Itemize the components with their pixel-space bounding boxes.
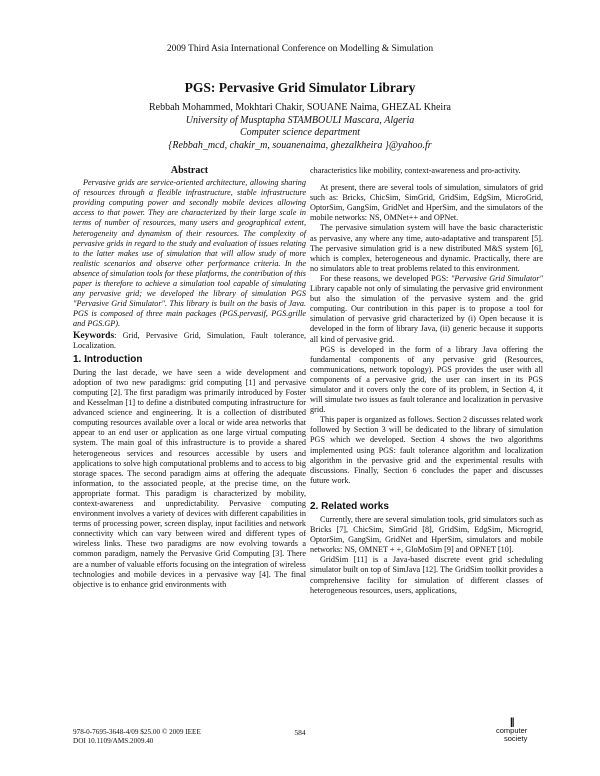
abstract-heading: Abstract (170, 165, 209, 176)
section-heading-related-works: 2. Related works (310, 500, 389, 512)
intro-text-part: Library capable not only of simulating the pervasive grid environment but also the simulation of the pervasive system and the grid computing. Our contribution in this paper is to propose a tool for simulation of pervasive grid characterized by (i) Open because it is developed in the form of library Java, (ii) generic because it supports all kind of pervasive grid. (310, 284, 543, 344)
left-column (73, 166, 306, 590)
author-emails: {Rebbah_mcd, chakir_m, souanenaima, ghezalkheira }@yahoo.fr (168, 139, 432, 151)
logo-word: computer (496, 726, 528, 735)
intro-paragraph: PGS is developed in the form of a library Java offering the fundamental components of any pervasive grid (Resources, communications, network topology). PGS provides the user with all components of a pervasive grid, the user can insert in its PGS simulator and it covers only the core of its problem, in Section 4, it will simulate two issues as fault tolerance and localization in pervasive grid. (310, 344, 543, 415)
keywords (73, 331, 306, 351)
paper-title: PGS: Pervasive Grid Simulator Library (184, 80, 416, 95)
intro-paragraph: During the last decade, we have seen a wide development and adoption of two new paradigms: grid computing [1] and pervasive computing [2]. The first paradigm was primarily introduced by Foster and Kesselman [1] to define a distributed computing infrastructure for advanced science and engineering. It is a collection of distributed computing resources available over a local or wide area networks that appear to an end user or application as one large virtual computing system. The main goal of this infrastructure is to provide a shared heterogeneous services and resources accessible by users and applications to solve high computational problems and to access to big storage spaces. The second paradigm aims at offering the adequate information, to the associated people, at the precise time, on the appropriate format. This paradigm is characterized by mobility, context-awareness and unpredictability. Pervasive computing environment involves a variety of devices with different capabilities in terms of processing power, screen display, input facilities and network connectivity which can vary between wired and different types of wireless links. These two paradigms are now evolving towards a common paradigm, namely the Pervasive Grid Computing [3]. There are a number of valuable efforts focusing on the integration of wireless technologies and mobile devices in a pervasive way [4]. The final objective is to enhance grid environments with (73, 367, 306, 589)
related-paragraph: GridSim [11] is a Java-based discrete event grid scheduling simulator built on top of SimJava [12]. The GridSim toolkit provides a comprehensive facility for simulation of different classes of heterogeneous resources, users, applications, (310, 555, 543, 595)
intro-paragraph: This paper is organized as follows. Section 2 discusses related work followed by Section 3 will be dedicated to the library of simulation PGS which we developed. Section 4 shows the two algorithms implemented using PGS: fault tolerance algorithm and localization algorithm in the pervasive grid and the experimental results with discussions. Finally, Section 6 concludes the paper and discusses future work. (310, 415, 543, 485)
abstract-text (73, 178, 306, 329)
footer-doi: DOI 10.1109/AMS.2009.40 (73, 737, 154, 745)
intro-paragraph (310, 274, 543, 345)
abstract-quoted: "Pervasive Grid Simulator" (73, 299, 165, 309)
intro-quoted: "Pervasive Grid Simulator" (450, 273, 543, 283)
author-names: Rebbah Mohammed, Mokhtari Chakir, SOUANE Naima, GHEZAL Kheira (149, 102, 451, 113)
department: Computer science department (240, 127, 360, 138)
intro-paragraph: At present, there are several tools of simulation, simulators of grid such as: Bricks, ChicSim, SimGrid, GridSim, EdgSim, MicroGrid, OptorSim, GangSim, GridNet and HperSim, and the simulators of the mobile networks: NS, OMNet++ and OPNet. (310, 183, 543, 223)
abstract-text-part: Pervasive grids are service-oriented architecture, allowing sharing of resources through a flexible infrastructure, stable infrastructure providing computing power and secondly mobile devices allowing access to that power. They are characterized by their large scale in terms of number of resources, many users and geographical extent, heterogeneity and dynamism of their resources. The complexity of pervasive grids in regard to the study and evaluation of issues relating to the latter makes use of simulation that will allow study of more realistic scenarios and observe other performance criteria. In the absence of simulation tools for these platforms, the contribution of this paper is therefore to achieve a simulation tool capable of simulating any pervasive grid; we developed the library of simulation PGS (73, 178, 306, 299)
intro-text-part: For these reasons, we developed PGS: (320, 273, 451, 283)
logo-word: society (504, 734, 528, 743)
affiliation: University of Musptapha STAMBOULI Mascara, Algeria (185, 114, 415, 126)
section-heading-introduction: 1. Introduction (73, 353, 143, 365)
footer-isbn: 978-0-7695-3648-4/09 $25.00 © 2009 IEEE (73, 728, 201, 736)
author-block (0, 102, 600, 152)
keywords-label: Keywords (73, 330, 115, 341)
intro-paragraph-continued: characteristics like mobility, context-awareness and pro-activity. (310, 166, 521, 175)
computer-society-logo-mark: || (510, 717, 514, 728)
computer-society-logo (496, 718, 536, 743)
keywords-text: : Grid, Pervasive Grid, Simulation, Fault tolerance, Localization. (73, 330, 306, 350)
intro-paragraph: The pervasive simulation system will have the basic characteristic as pervasive, any where any time, auto-adaptative and transparent [5]. The pervasive simulation grid is a new distributed M&S system [6], which is complex, heterogeneous and dynamic. Practically, there are no simulators able to treat problems related to this environment. (310, 223, 543, 273)
related-paragraph: Currently, there are several simulation tools, grid simulators such as Bricks [7], ChicSim, SimGrid [8], GridSim, EdgSim, Microgrid, OptorSim, GangSim, GridNet and HperSim, simulators and mobile networks: NS, OMNET + +, GloMoSim [9] and OPNET [10]. (310, 515, 543, 555)
right-column (310, 166, 543, 596)
page-number: 584 (294, 728, 306, 737)
conference-header: 2009 Third Asia International Conference on Modelling & Simulation (166, 44, 434, 54)
abstract-text-part: . This library is built on the basis of Java. PGS is composed of three main packages (PGS.pervasif, PGS.grille and PGS.GP). (73, 299, 306, 329)
